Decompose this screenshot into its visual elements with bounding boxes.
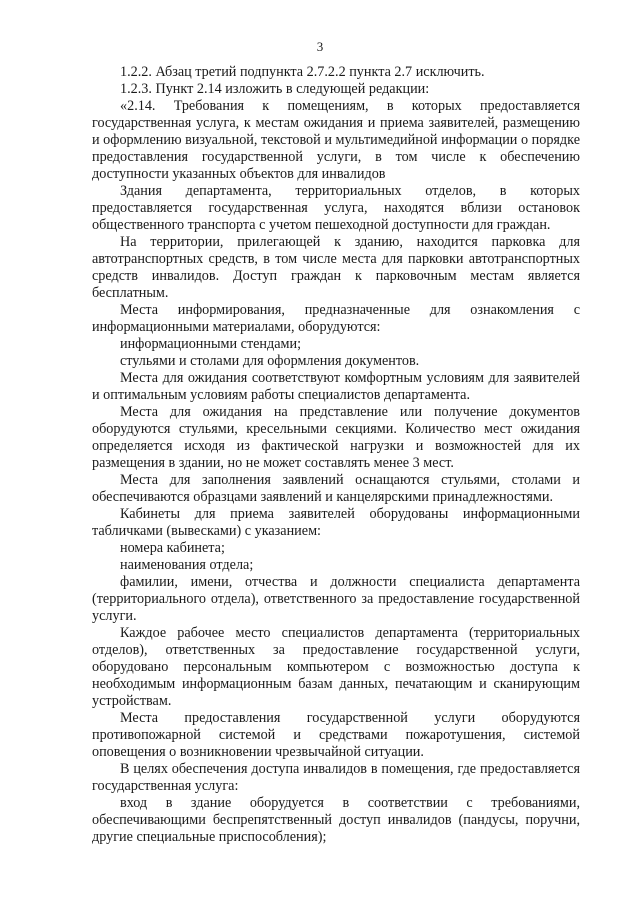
paragraph-info-places: Места информирования, предназначенные для ознакомления с информационными материалами, оборудуются: — [92, 302, 580, 335]
paragraph-offices: Кабинеты для приема заявителей оборудованы информационными табличками (вывесками) с указанием: — [92, 506, 580, 539]
list-item-entrance: вход в здание оборудуется в соответствии с требованиями, обеспечивающими беспрепятственный доступ инвалидов (пандусы, поручни, другие специальные приспособления); — [92, 795, 580, 845]
paragraph-waiting-places: Места для ожидания соответствуют комфортным условиям для заявителей и оптимальным условиям работы специалистов департамента. — [92, 370, 580, 403]
paragraph-fire-safety: Места предоставления государственной услуги оборудуются противопожарной системой и средствами пожаротушения, системой оповещения о возникновении чрезвычайной ситуации. — [92, 710, 580, 760]
document-body — [92, 64, 580, 846]
paragraph-waiting-seats: Места для ожидания на представление или получение документов оборудуются стульями, кресельными секциями. Количество мест ожидания определяется исходя из фактической нагрузки и возможностей для их размещения в здании, но не может составлять менее 3 мест. — [92, 404, 580, 471]
list-item-chairs-tables: стульями и столами для оформления документов. — [120, 353, 420, 369]
paragraph-parking: На территории, прилегающей к зданию, находится парковка для автотранспортных средств, в том числе места для парковки автотранспортных средств инвалидов. Доступ граждан к парковочным местам является бесплатным. — [92, 234, 580, 301]
paragraph-buildings: Здания департамента, территориальных отделов, в которых предоставляется государственная услуга, находятся вблизи остановок общественного транспорта с учетом пешеходной доступности для граждан. — [92, 183, 580, 233]
paragraph-filling-places: Места для заполнения заявлений оснащаются стульями, столами и обеспечиваются образцами заявлений и канцелярскими принадлежностями. — [92, 472, 580, 505]
paragraph-2-14-heading: «2.14. Требования к помещениям, в которых предоставляется государственная услуга, к местам ожидания и приема заявителей, размещению и оформлению визуальной, текстовой и мультимедийной информации о порядке предоставления государственной услуги, в том числе к обеспечению доступности указанных объектов для инвалидов — [92, 98, 580, 182]
paragraph-1-2-2: 1.2.2. Абзац третий подпункта 2.7.2.2 пункта 2.7 исключить. — [120, 64, 485, 80]
list-item-specialist-name: фамилии, имени, отчества и должности специалиста департамента (территориального отдела), ответственного за предоставление государственной услуги. — [92, 574, 580, 624]
paragraph-workplaces: Каждое рабочее место специалистов департамента (территориальных отделов), ответственных за предоставление государственной услуги, оборудовано персональным компьютером с возможностью доступа к необходимым информационным базам данных, печатающим и сканирующим устройствам. — [92, 625, 580, 709]
list-item-department-name: наименования отдела; — [120, 557, 254, 573]
list-item-office-number: номера кабинета; — [120, 540, 225, 556]
list-item-stands: информационными стендами; — [120, 336, 302, 352]
page-number: 3 — [316, 39, 324, 54]
paragraph-accessibility: В целях обеспечения доступа инвалидов в помещения, где предоставляется государственная услуга: — [92, 761, 580, 794]
paragraph-1-2-3: 1.2.3. Пункт 2.14 изложить в следующей редакции: — [120, 81, 430, 97]
